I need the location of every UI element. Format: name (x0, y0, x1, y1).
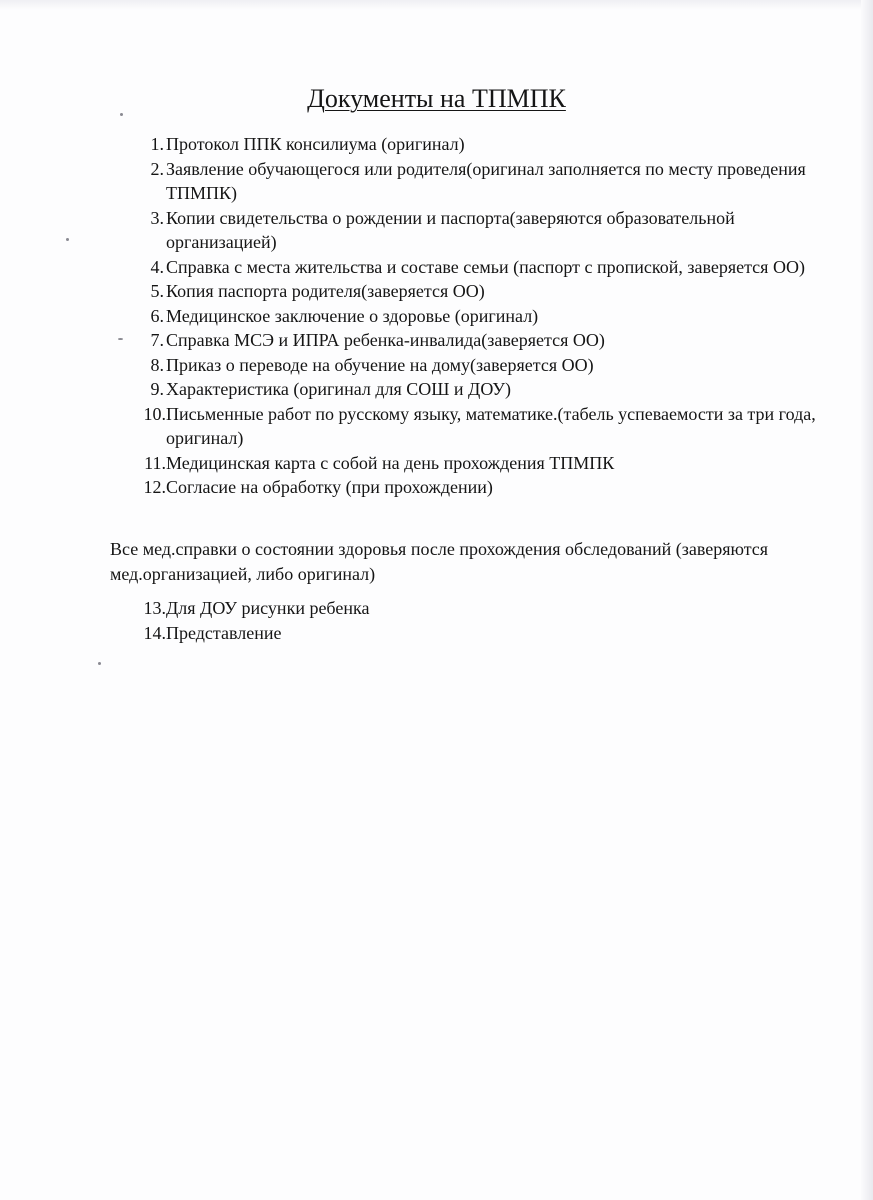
list-item (124, 377, 824, 402)
list-item (124, 596, 824, 621)
item-text: Справка с места жительства и составе семьи (паспорт с пропиской, заверяется ОО) (166, 256, 805, 277)
item-text: Заявление обучающегося или родителя(оригинал заполняется по месту проведения ТПМПК) (166, 158, 806, 203)
scan-speck (118, 338, 123, 340)
list-item (124, 279, 824, 304)
item-number: 2. (150, 158, 164, 179)
item-number: 9. (150, 379, 164, 399)
medical-note: Все мед.справки о состоянии здоровья после прохождения обследований (заверяются мед.организацией, либо оригинал) (110, 539, 769, 584)
list-item (124, 132, 824, 157)
item-text: Для ДОУ рисунки ребенка (166, 598, 370, 618)
list-item (124, 206, 824, 255)
scan-speck (66, 238, 69, 241)
item-number: 13. (143, 598, 166, 618)
item-number: 12. (143, 477, 166, 497)
item-text: Копия паспорта родителя(заверяется ОО) (166, 281, 485, 301)
additional-documents-list (124, 596, 824, 645)
list-item (124, 304, 824, 329)
list-item (124, 157, 824, 206)
list-item (124, 255, 824, 280)
item-text: Справка МСЭ и ИПРА ребенка-инвалида(заверяется ОО) (166, 330, 605, 350)
list-item (124, 328, 824, 353)
item-text: Согласие на обработку (при прохождении) (166, 477, 493, 497)
list-item (124, 353, 824, 378)
item-text: Протокол ППК консилиума (оригинал) (166, 134, 465, 154)
scan-top-edge (0, 0, 873, 10)
item-number: 14. (143, 622, 166, 643)
item-number: 4. (150, 256, 164, 277)
page-title: Документы на ТПМПК (307, 84, 566, 113)
item-text: Письменные работ по русскому языку, математике.(табель успеваемости за три года, оригинал) (166, 403, 816, 448)
scan-right-edge (861, 0, 873, 1200)
item-number: 11. (144, 452, 166, 473)
item-number: 5. (150, 281, 164, 301)
item-text: Приказ о переводе на обучение на дому(заверяется ОО) (166, 354, 594, 375)
item-number: 3. (150, 207, 164, 228)
item-text: Характеристика (оригинал для СОШ и ДОУ) (166, 379, 512, 399)
item-number: 1. (150, 134, 164, 154)
list-item (124, 402, 824, 451)
documents-list (124, 132, 824, 500)
list-item (124, 621, 824, 646)
item-text: Медицинская карта с собой на день прохождения ТПМПК (166, 452, 615, 473)
item-text: Представление (166, 622, 282, 643)
list-item (124, 451, 824, 476)
item-text: Копии свидетельства о рождении и паспорта(заверяются образовательной организацией) (166, 207, 735, 252)
item-number: 8. (150, 354, 164, 375)
list-item (124, 475, 824, 500)
item-number: 10. (143, 403, 166, 424)
scan-speck (98, 662, 101, 665)
item-text: Медицинское заключение о здоровье (оригинал) (166, 305, 539, 326)
item-number: 7. (150, 330, 164, 350)
item-number: 6. (150, 305, 164, 326)
